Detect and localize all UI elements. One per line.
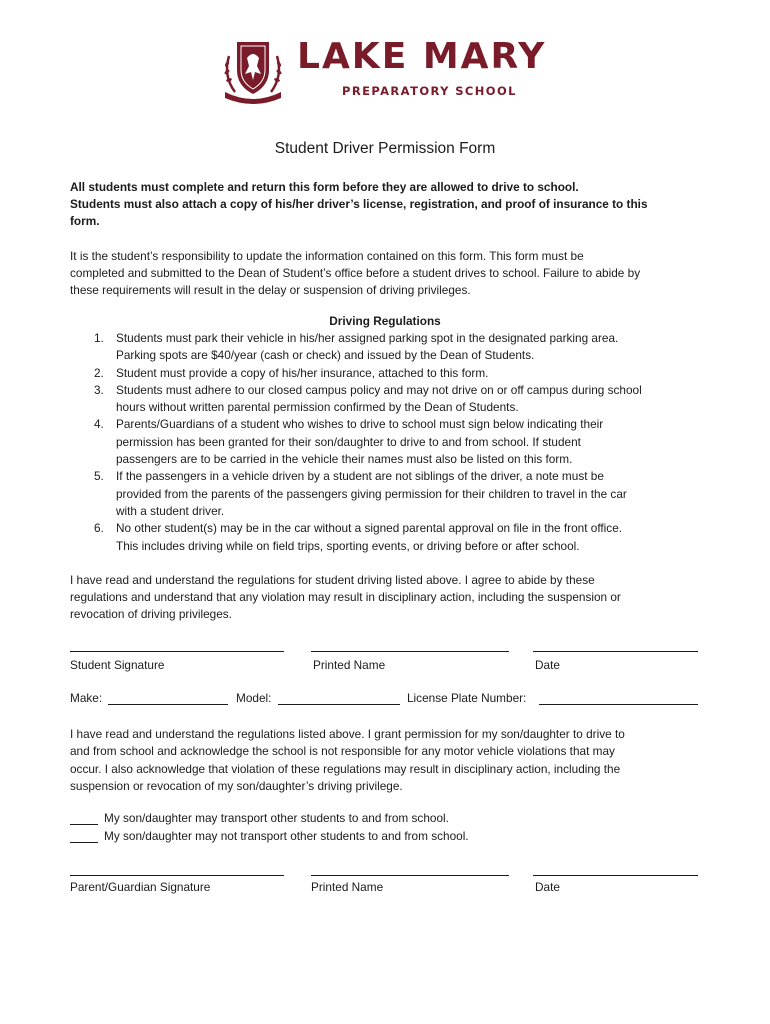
model-label: Model: — [236, 691, 272, 705]
list-item — [70, 365, 710, 382]
list-item — [70, 416, 710, 468]
student-date-field[interactable] — [533, 651, 698, 652]
list-item — [70, 330, 710, 365]
list-text: No other student(s) may be in the car without a signed parental approval on file in the front office. — [116, 521, 623, 536]
student-printed-name-field[interactable] — [311, 651, 509, 652]
intro-line: Students must also attach a copy of his/her driver’s license, registration, and proof of insurance to this — [70, 197, 648, 211]
option-may-blank[interactable] — [70, 824, 98, 825]
list-text: Parents/Guardians of a student who wishes to drive to school must sign below indicating their — [116, 417, 604, 432]
parent-date-label: Date — [535, 880, 560, 894]
parent-signature-label: Parent/Guardian Signature — [70, 880, 211, 894]
option-may-not-text: My son/daughter may not transport other students to and from school. — [104, 829, 469, 843]
form-title: Student Driver Permission Form — [274, 140, 496, 157]
school-name: LAKE MARY — [297, 36, 547, 77]
crest-icon — [219, 36, 287, 104]
parent-ack-line: suspension or revocation of my son/daughter’s driving privilege. — [70, 779, 403, 793]
model-field[interactable] — [278, 704, 400, 705]
list-number: 2. — [94, 365, 104, 380]
student-ack-line: revocation of driving privileges. — [70, 607, 232, 621]
school-subtitle: PREPARATORY SCHOOL — [342, 84, 517, 98]
parent-ack-line: occur. I also acknowledge that violation of these regulations may result in disciplinary action, including the — [70, 762, 621, 776]
list-item — [70, 520, 710, 555]
responsibility-line: completed and submitted to the Dean of Student’s office before a student drives to school. Failure to abide by — [70, 266, 641, 280]
student-ack-line: I have read and understand the regulations for student driving listed above. I agree to abide by these — [70, 573, 595, 587]
option-may-text: My son/daughter may transport other students to and from school. — [104, 811, 449, 825]
list-text: passengers are to be carried in the vehicle their names must also be listed on this form. — [116, 452, 573, 467]
list-text: hours without written parental permission confirmed by the Dean of Students. — [116, 400, 519, 415]
parent-printed-name-field[interactable] — [311, 875, 509, 876]
list-text: provided from the parents of the passengers giving permission for their children to travel in the car — [116, 486, 627, 501]
parent-signature-field[interactable] — [70, 875, 284, 876]
list-number: 6. — [94, 521, 104, 536]
list-number: 4. — [94, 417, 104, 432]
school-logo — [219, 36, 559, 106]
option-may-not-blank[interactable] — [70, 842, 98, 843]
intro-line: All students must complete and return this form before they are allowed to drive to school. — [70, 180, 579, 194]
student-printed-name-label: Printed Name — [313, 658, 386, 672]
license-plate-label: License Plate Number: — [407, 691, 527, 705]
student-date-label: Date — [535, 658, 560, 672]
responsibility-line: these requirements will result in the delay or suspension of driving privileges. — [70, 283, 471, 297]
list-number: 3. — [94, 382, 104, 397]
list-text: Students must park their vehicle in his/her assigned parking spot in the designated parking area. — [116, 331, 619, 345]
regulations-heading: Driving Regulations — [329, 314, 441, 328]
student-signature-field[interactable] — [70, 651, 284, 652]
responsibility-line: It is the student’s responsibility to update the information contained on this form. This form must be — [70, 249, 584, 263]
list-text: If the passengers in a vehicle driven by a student are not siblings of the driver, a note must be — [116, 469, 604, 484]
list-text: Students must adhere to our closed campus policy and may not drive on or off campus during school — [116, 382, 642, 397]
parent-ack-line: and from school and acknowledge the school is not responsible for any motor vehicle violations that may — [70, 744, 615, 758]
make-field[interactable] — [108, 704, 228, 705]
student-ack-line: regulations and understand that any violation may result in disciplinary action, including the suspension or — [70, 590, 621, 604]
list-item — [70, 382, 710, 417]
list-text: This includes driving while on field trips, sporting events, or driving before or after school. — [116, 538, 580, 553]
list-text: with a student driver. — [116, 503, 225, 518]
list-number: 5. — [94, 469, 104, 484]
list-text: Parking spots are $40/year (cash or check) and issued by the Dean of Students. — [116, 348, 535, 363]
list-item — [70, 468, 710, 520]
parent-printed-name-label: Printed Name — [311, 880, 384, 894]
list-number: 1. — [94, 331, 104, 345]
list-text: Student must provide a copy of his/her insurance, attached to this form. — [116, 365, 489, 380]
list-text: permission has been granted for their son/daughter to drive to and from school. If student — [116, 434, 581, 449]
license-plate-field[interactable] — [539, 704, 698, 705]
regulations-list — [70, 330, 710, 555]
parent-date-field[interactable] — [533, 875, 698, 876]
student-signature-label: Student Signature — [70, 658, 165, 672]
intro-line: form. — [70, 214, 100, 228]
make-label: Make: — [70, 691, 103, 705]
parent-ack-line: I have read and understand the regulations listed above. I grant permission for my son/daughter to drive to — [70, 727, 625, 741]
